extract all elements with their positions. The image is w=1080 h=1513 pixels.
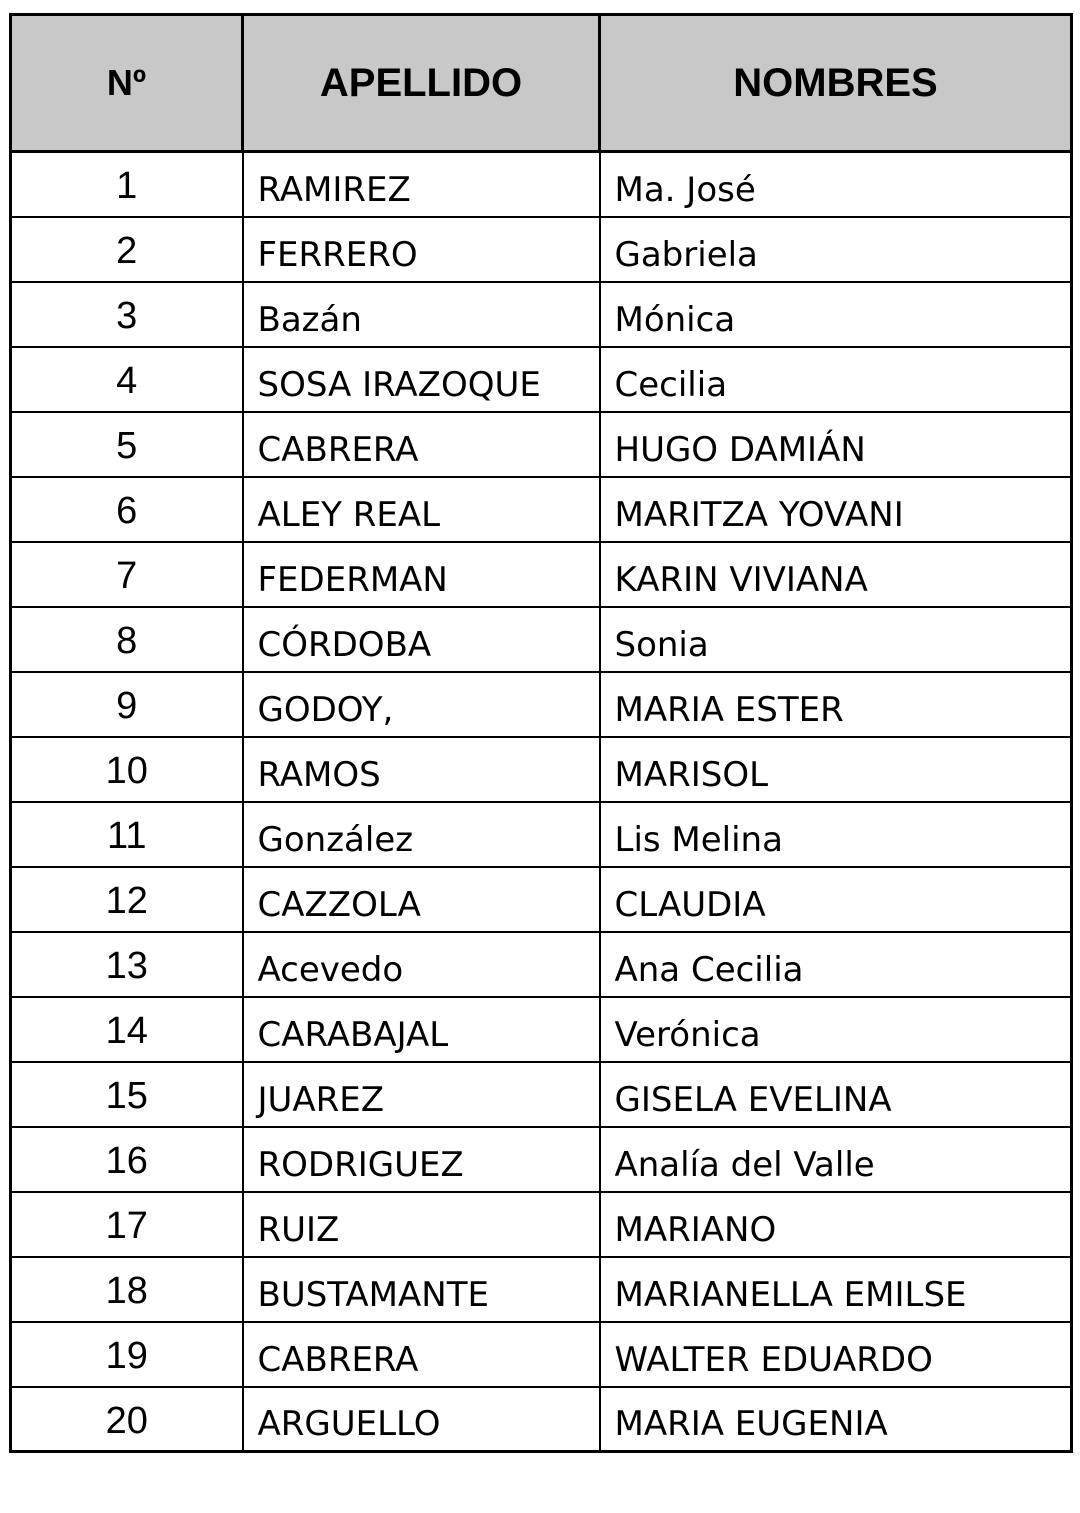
row-number: 20 — [11, 1387, 243, 1452]
table-row — [11, 347, 1072, 412]
row-nombres: Ana Cecilia — [600, 932, 1072, 997]
row-nombres: MARIANO — [600, 1192, 1072, 1257]
row-nombres: MARIA ESTER — [600, 672, 1072, 737]
row-number: 6 — [11, 477, 243, 542]
row-number: 13 — [11, 932, 243, 997]
table-row — [11, 1127, 1072, 1192]
row-apellido: CARABAJAL — [243, 997, 600, 1062]
row-number: 16 — [11, 1127, 243, 1192]
row-nombres: CLAUDIA — [600, 867, 1072, 932]
row-number: 5 — [11, 412, 243, 477]
row-apellido: González — [243, 802, 600, 867]
table-row — [11, 607, 1072, 672]
row-nombres: MARISOL — [600, 737, 1072, 802]
row-nombres: Gabriela — [600, 217, 1072, 282]
roster-table — [9, 13, 1073, 1453]
row-apellido: CABRERA — [243, 1322, 600, 1387]
table-row — [11, 542, 1072, 607]
table-row — [11, 1192, 1072, 1257]
row-nombres: WALTER EDUARDO — [600, 1322, 1072, 1387]
table-header — [11, 15, 1072, 152]
row-number: 19 — [11, 1322, 243, 1387]
table-row — [11, 282, 1072, 347]
row-apellido: CABRERA — [243, 412, 600, 477]
table-row — [11, 412, 1072, 477]
row-nombres: Sonia — [600, 607, 1072, 672]
row-apellido: RODRIGUEZ — [243, 1127, 600, 1192]
table-row — [11, 1257, 1072, 1322]
row-number: 1 — [11, 152, 243, 217]
table-row — [11, 997, 1072, 1062]
row-number: 3 — [11, 282, 243, 347]
row-number: 14 — [11, 997, 243, 1062]
row-apellido: Acevedo — [243, 932, 600, 997]
row-number: 17 — [11, 1192, 243, 1257]
row-nombres: Analía del Valle — [600, 1127, 1072, 1192]
row-apellido: FERRERO — [243, 217, 600, 282]
row-nombres: Lis Melina — [600, 802, 1072, 867]
table-row — [11, 477, 1072, 542]
row-number: 12 — [11, 867, 243, 932]
row-number: 18 — [11, 1257, 243, 1322]
row-nombres: KARIN VIVIANA — [600, 542, 1072, 607]
row-number: 15 — [11, 1062, 243, 1127]
row-nombres: MARIANELLA EMILSE — [600, 1257, 1072, 1322]
table-row — [11, 932, 1072, 997]
table-row — [11, 802, 1072, 867]
table-row — [11, 1322, 1072, 1387]
row-number: 2 — [11, 217, 243, 282]
row-nombres: MARITZA YOVANI — [600, 477, 1072, 542]
row-nombres: Mónica — [600, 282, 1072, 347]
row-number: 10 — [11, 737, 243, 802]
row-apellido: SOSA IRAZOQUE — [243, 347, 600, 412]
row-apellido: CÓRDOBA — [243, 607, 600, 672]
row-nombres: MARIA EUGENIA — [600, 1387, 1072, 1452]
row-nombres: HUGO DAMIÁN — [600, 412, 1072, 477]
row-apellido: ARGUELLO — [243, 1387, 600, 1452]
row-nombres: GISELA EVELINA — [600, 1062, 1072, 1127]
header-nombres: NOMBRES — [600, 15, 1072, 152]
table-row — [11, 737, 1072, 802]
row-apellido: GODOY, — [243, 672, 600, 737]
header-row — [11, 15, 1072, 152]
row-number: 8 — [11, 607, 243, 672]
table-row — [11, 152, 1072, 217]
row-apellido: BUSTAMANTE — [243, 1257, 600, 1322]
row-apellido: ALEY REAL — [243, 477, 600, 542]
table-body — [11, 152, 1072, 1452]
row-apellido: CAZZOLA — [243, 867, 600, 932]
row-number: 4 — [11, 347, 243, 412]
row-apellido: JUAREZ — [243, 1062, 600, 1127]
table-row — [11, 1062, 1072, 1127]
table-row — [11, 1387, 1072, 1452]
document-sheet — [9, 13, 1070, 1453]
row-number: 11 — [11, 802, 243, 867]
header-apellido: APELLIDO — [243, 15, 600, 152]
table-row — [11, 217, 1072, 282]
row-number: 7 — [11, 542, 243, 607]
table-row — [11, 867, 1072, 932]
table-row — [11, 672, 1072, 737]
header-number: Nº — [11, 15, 243, 152]
row-nombres: Cecilia — [600, 347, 1072, 412]
row-apellido: RAMIREZ — [243, 152, 600, 217]
row-nombres: Verónica — [600, 997, 1072, 1062]
row-apellido: FEDERMAN — [243, 542, 600, 607]
row-apellido: RUIZ — [243, 1192, 600, 1257]
row-nombres: Ma. José — [600, 152, 1072, 217]
row-number: 9 — [11, 672, 243, 737]
row-apellido: Bazán — [243, 282, 600, 347]
row-apellido: RAMOS — [243, 737, 600, 802]
